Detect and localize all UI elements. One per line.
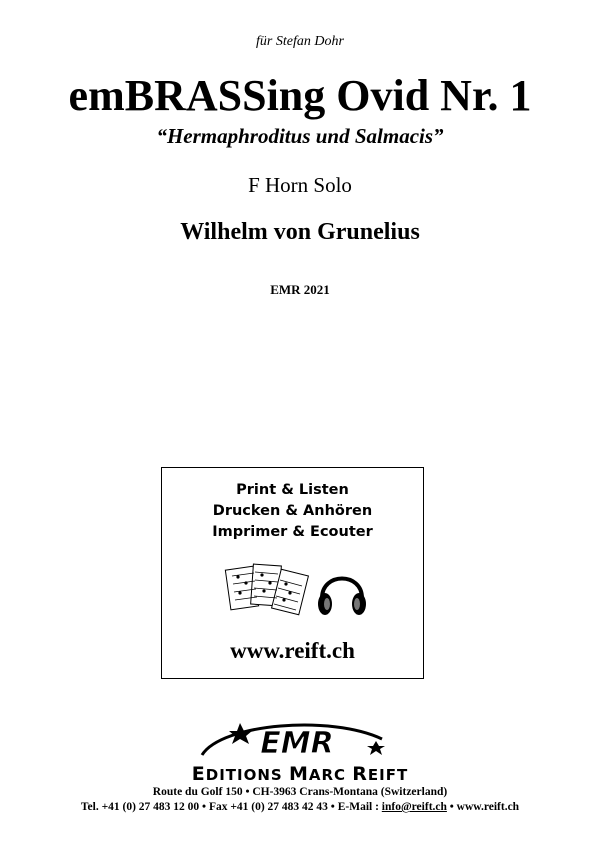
contact-email-link[interactable]: info@reift.ch xyxy=(381,801,447,813)
score-title: emBRASSing Ovid Nr. 1 xyxy=(68,71,532,120)
promo-website[interactable]: www.reift.ch xyxy=(230,638,355,663)
sheet-music-icon xyxy=(225,564,308,615)
publisher-contact xyxy=(0,801,600,813)
promo-line-english: Print & Listen xyxy=(236,482,349,498)
promo-line-french: Imprimer & Ecouter xyxy=(212,524,373,540)
publisher-address: Route du Golf 150 • CH-3963 Crans-Montana (Switzerland) xyxy=(152,786,448,798)
emr-logo-text: EMR xyxy=(260,726,334,761)
headphones-icon xyxy=(318,579,366,616)
score-subtitle: “Hermaphroditus und Salmacis” xyxy=(156,124,444,148)
publisher-name-part: E xyxy=(191,763,206,785)
contact-website: • www.reift.ch xyxy=(446,801,520,813)
instrument-label: F Horn Solo xyxy=(248,173,352,197)
publisher-name-part: EIFT xyxy=(367,766,409,784)
publisher-name-part: M xyxy=(288,763,309,785)
composer-name: Wilhelm von Grunelius xyxy=(180,219,420,245)
publisher-name-part: R xyxy=(352,763,368,785)
contact-phone-fax: Tel. +41 (0) 27 483 12 00 • Fax +41 (0) 27 483 42 43 • E-Mail : xyxy=(80,801,382,813)
promo-icons xyxy=(224,562,374,622)
emr-logo xyxy=(192,715,392,763)
publisher-name xyxy=(0,763,600,785)
catalog-number: EMR 2021 xyxy=(270,282,330,297)
dedication: für Stefan Dohr xyxy=(256,34,344,49)
promo-line-german: Drucken & Anhören xyxy=(212,503,373,519)
publisher-name-part: DITIONS xyxy=(205,766,289,784)
publisher-name-part: ARC xyxy=(308,766,353,784)
print-listen-box xyxy=(161,467,424,679)
